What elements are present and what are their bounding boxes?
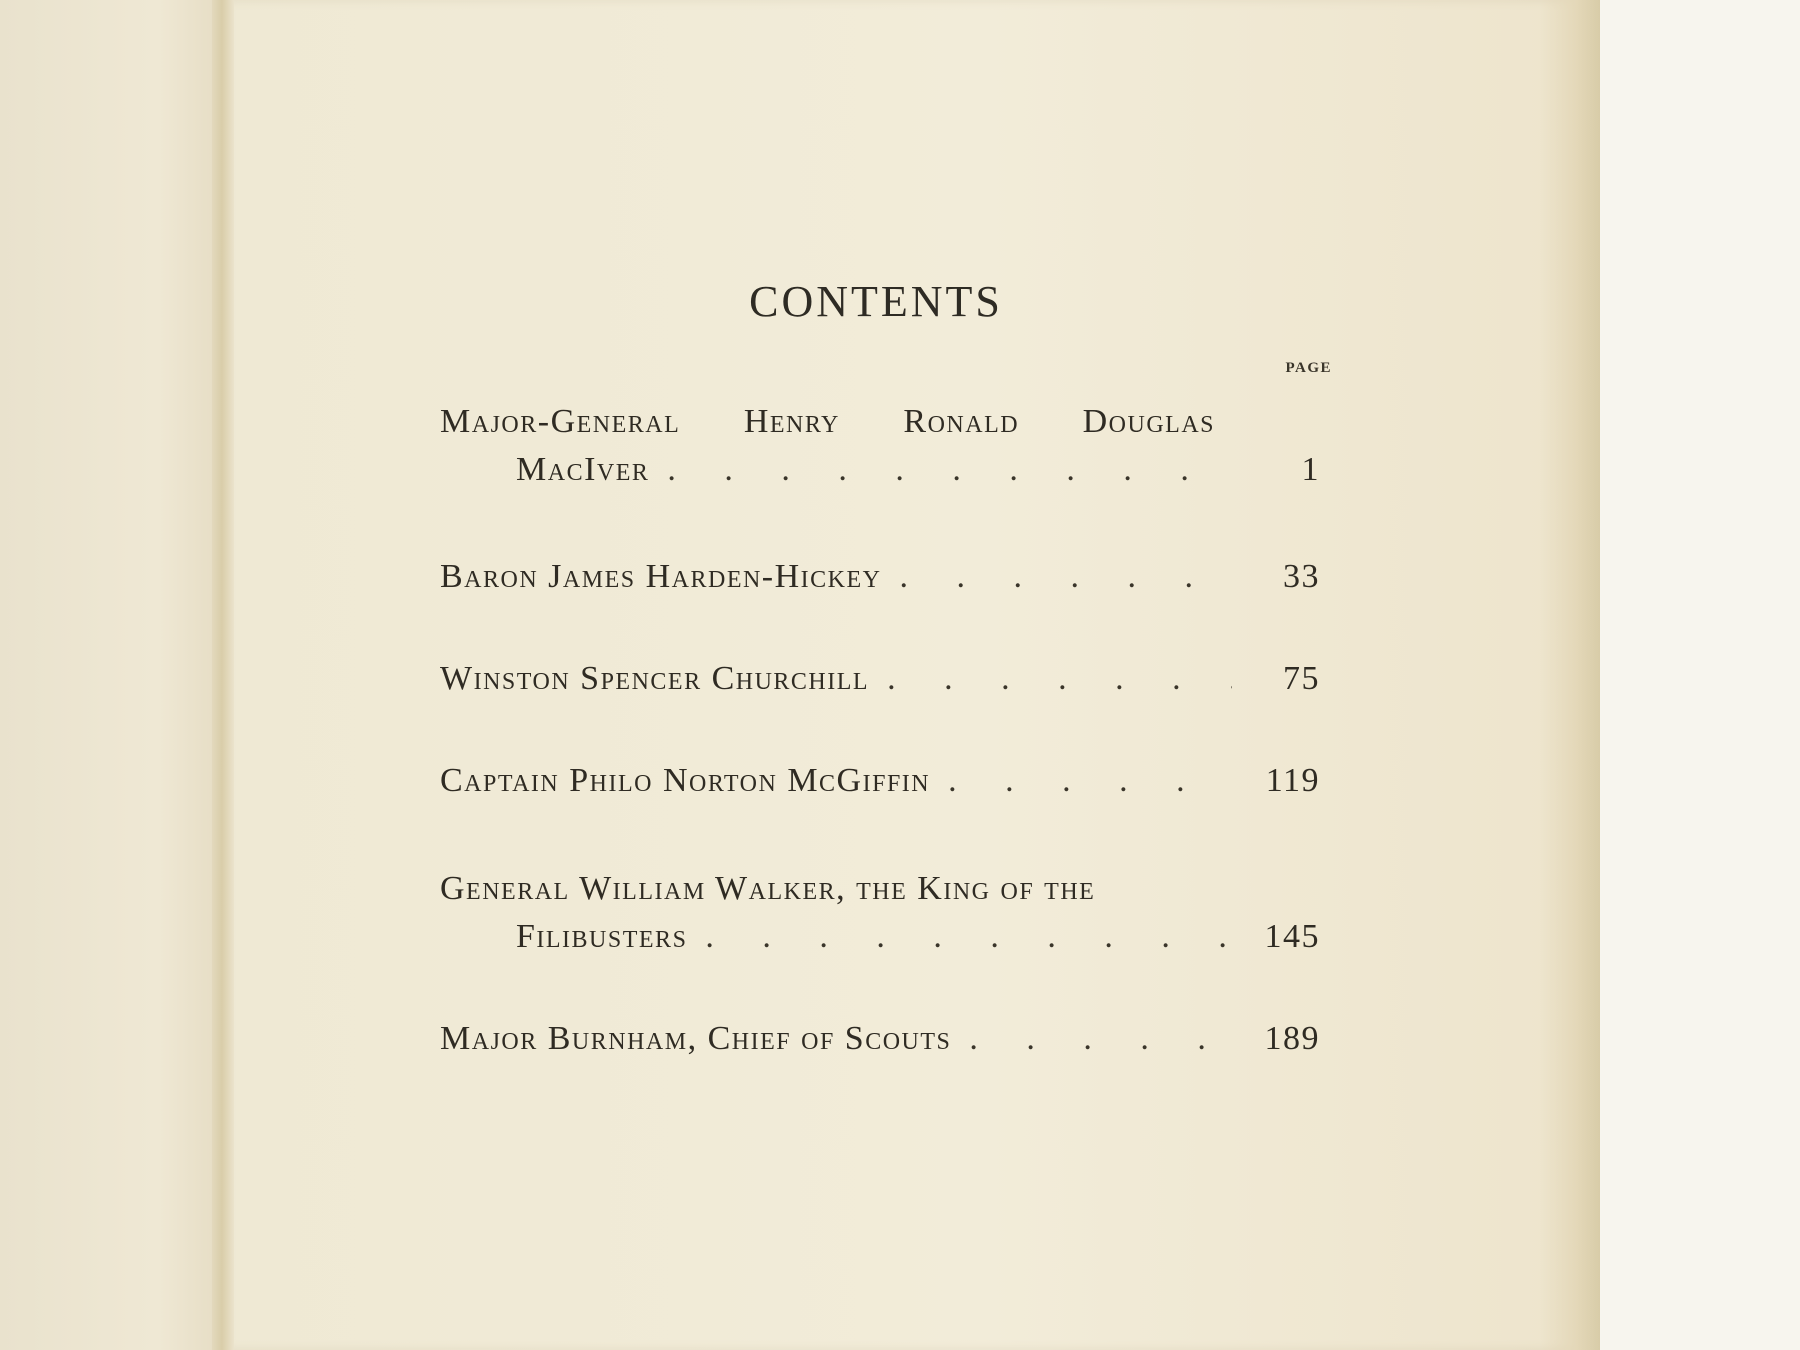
entry-page-number: 145 [1264, 918, 1320, 955]
entry-page-number: 1 [1301, 451, 1320, 488]
entry-title-word: Ronald [903, 403, 1020, 440]
entry-title: Winston Spencer Churchill [440, 660, 870, 697]
left-page [0, 0, 228, 1350]
entry-title-line: General William Walker, the King of the [440, 870, 1096, 907]
toc-entry[interactable] [440, 558, 1320, 606]
dot-leader [969, 1020, 1232, 1058]
entry-title-word: Douglas [1082, 403, 1215, 440]
entry-page-number: 75 [1283, 660, 1320, 697]
dot-leader [667, 451, 1232, 489]
contents-heading: CONTENTS [749, 277, 1003, 326]
toc-entry[interactable] [440, 762, 1320, 810]
entry-page-number: 119 [1265, 762, 1320, 799]
page-column-label: PAGE [1285, 360, 1332, 376]
page-edge [1540, 0, 1600, 1350]
entry-page-number: 189 [1264, 1020, 1320, 1057]
entry-title-line [440, 403, 1215, 441]
entry-title-word: Major-General [440, 403, 681, 440]
toc-entry[interactable] [440, 403, 1320, 499]
entry-title-continuation: Filibusters [516, 918, 688, 955]
entry-title: Major Burnham, Chief of Scouts [440, 1020, 952, 1057]
entry-title-word: Henry [743, 403, 840, 440]
toc-entry[interactable] [440, 660, 1320, 708]
entry-title: Baron James Harden-Hickey [440, 558, 882, 595]
dot-leader [705, 918, 1232, 956]
dot-leader [887, 660, 1232, 698]
entry-title: Captain Philo Norton McGiffin [440, 762, 931, 799]
book-gutter [212, 0, 234, 1350]
toc-entry[interactable] [440, 870, 1320, 966]
entry-page-number: 33 [1283, 558, 1320, 595]
entry-title-continuation: MacIver [516, 451, 650, 488]
dot-leader [948, 762, 1232, 800]
dot-leader [900, 558, 1232, 596]
toc-entry[interactable] [440, 1020, 1320, 1068]
